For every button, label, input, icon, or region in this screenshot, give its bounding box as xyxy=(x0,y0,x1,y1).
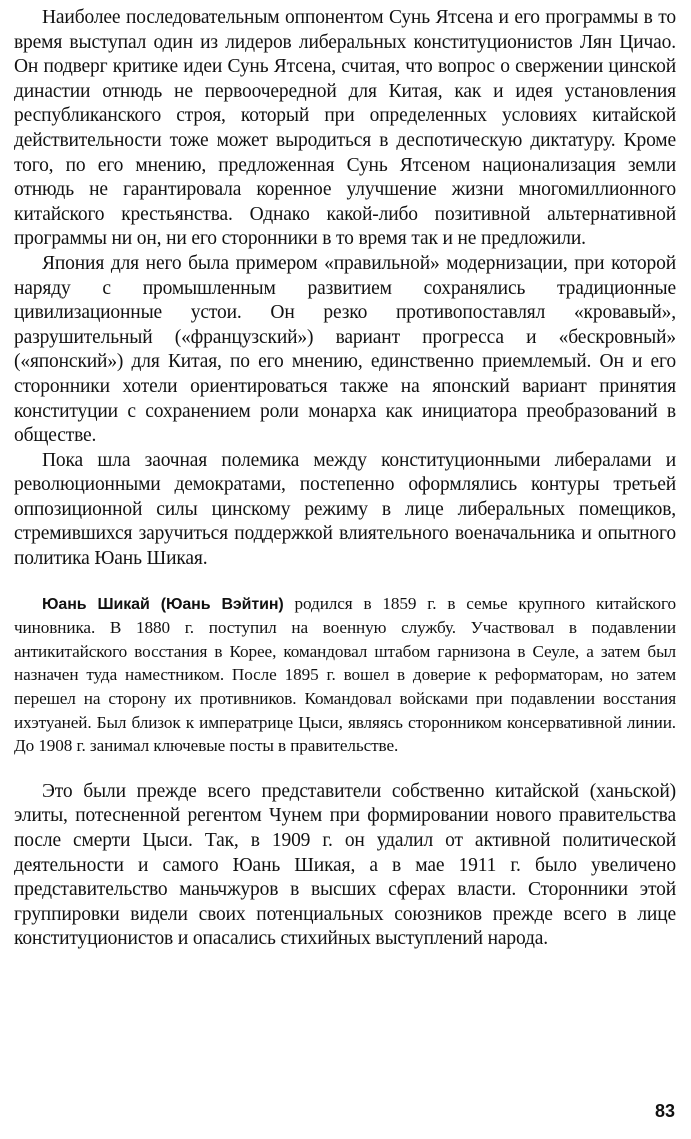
paragraph-liang-qichao: Наиболее последовательным оппонентом Сунь Ятсена и его программы в то время выступал один из лидеров либеральных конституционистов Лян Цичао. Он подверг критике идеи Сунь Ятсена, считая, что вопрос о свержении цинской династии отнюдь не первоочередной для Китая, как и идея установления республиканского строя, который при определенных условиях китайской действительности тоже может выродиться в деспотическую диктатуру. Кроме того, по его мнению, предложенная Сунь Ятсеном национализация земли отнюдь не гарантировала коренное улучшение жизни многомиллионного китайского крестьянства. Однако какой-либо позитивной альтернативной программы ни он, ни его сторонники в то время так и не предложили. xyxy=(14,7,676,250)
paragraph-third-force: Пока шла заочная полемика между конституционными либералами и революционными демократами, постепенно оформлялись контуры третьей оппозиционной силы цинскому режиму в лице либеральных помещиков, стремившихся заручиться поддержкой влиятельного военачальника и опытного политика Юань Шикая. xyxy=(14,449,676,570)
page-number: 83 xyxy=(654,1101,675,1121)
paragraph-han-elite: Это были прежде всего представители собственно китайской (ханьской) элиты, потесненной регентом Чунем при формировании нового правительства после смерти Цыси. Так, в 1909 г. он удалил от активной политической деятельности и самого Юань Шикая, а в мае 1911 г. было увеличено представительство маньчжуров в высших сферах власти. Сторонники этой группировки видели своих потенциальных союзников прежде всего в лице конституционистов и опасались стихийных выступлений народа. xyxy=(14,780,676,950)
biography-note xyxy=(14,592,676,758)
biography-text: родился в 1859 г. в семье крупного китайского чиновника. В 1880 г. поступил на военную службу. Участвовал в подавлении антикитайского восстания в Корее, командовал штабом гарнизона в Сеуле, а затем был назначен туда наместником. После 1895 г. вошел в доверие к реформаторам, но затем перешел на сторону их противников. Командовал войсками при подавлении восстания ихэтуаней. Был близок к императрице Цыси, являясь сторонником консервативной линии. До 1908 г. занимал ключевые посты в правительстве. xyxy=(14,593,677,756)
paragraph-japan-model: Япония для него была примером «правильной» модернизации, при которой наряду с промышленным развитием сохранялись традиционные цивилизационные устои. Он резко противопоставлял «кровавый», разрушительный («французский») вариант прогресса и «бескровный» («японский») для Китая, по его мнению, единственно приемлемый. Он и его сторонники хотели ориентироваться также на японский вариант принятия конституции с сохранением роли монарха как инициатора преобразований в обществе. xyxy=(14,252,676,447)
book-page xyxy=(14,6,676,952)
biography-name: Юань Шикай (Юань Вэйтин) xyxy=(42,595,284,613)
